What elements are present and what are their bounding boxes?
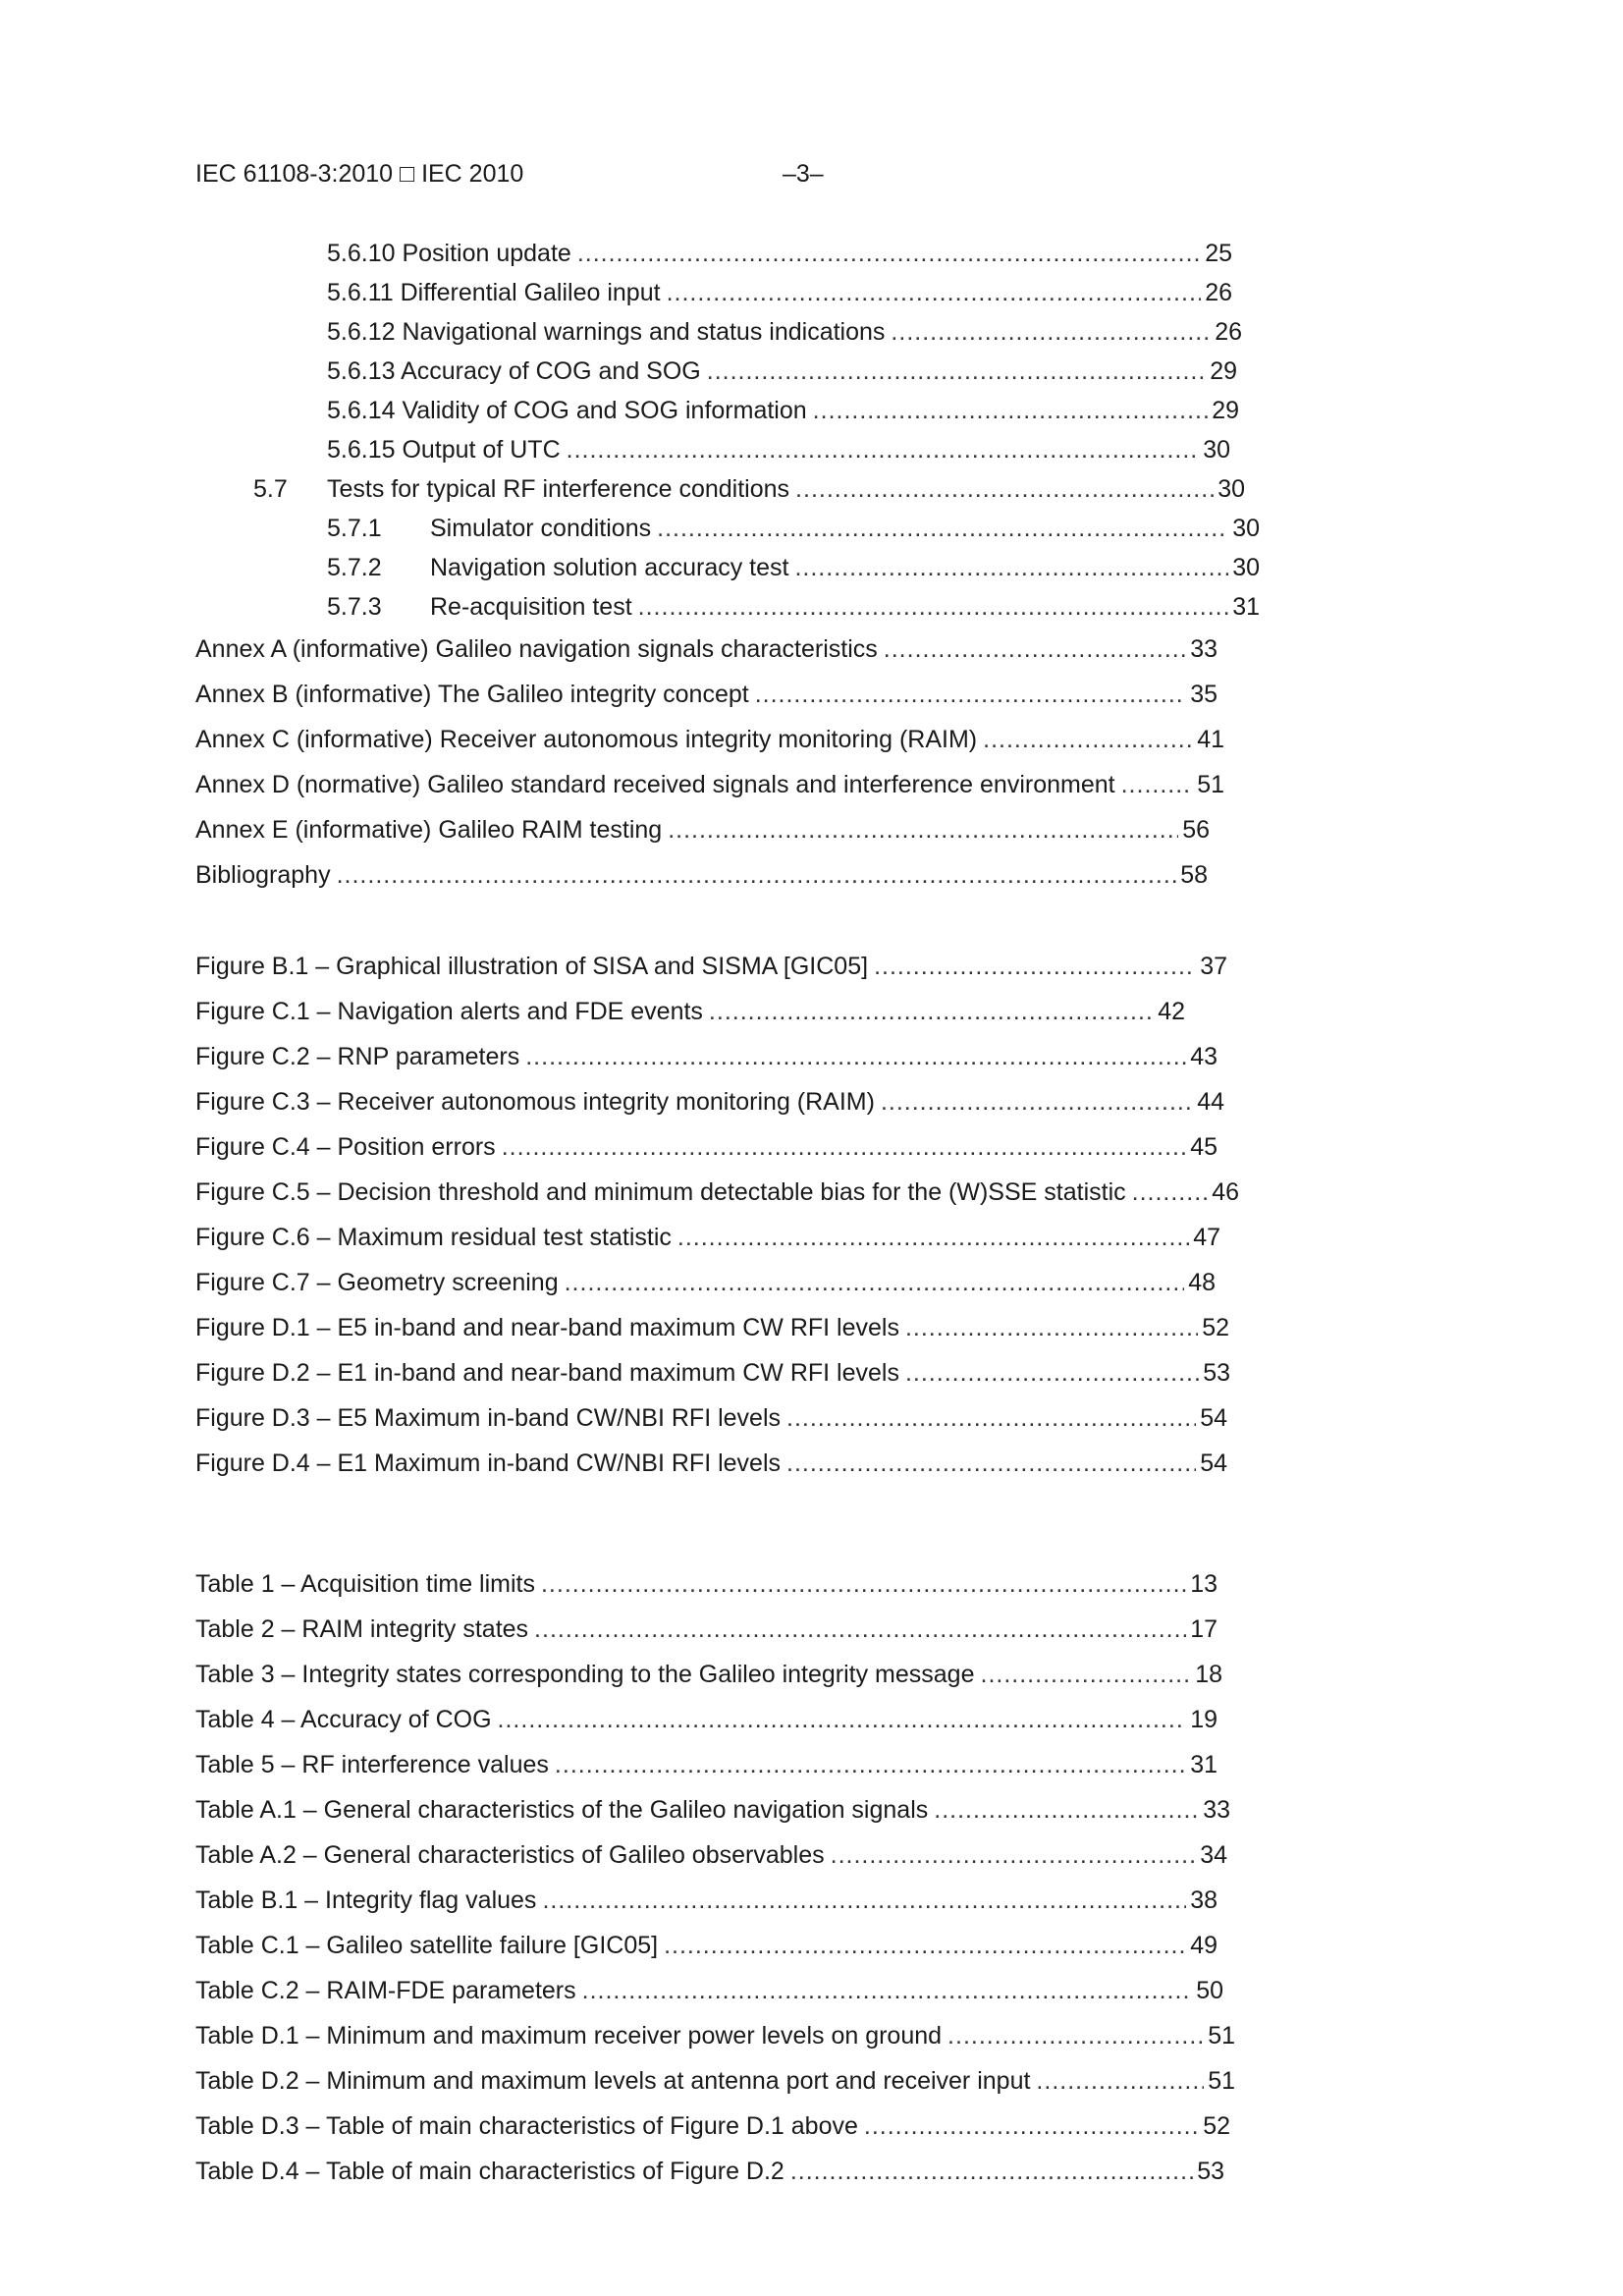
toc-entry[interactable] xyxy=(195,633,1217,665)
toc-entry-leader-dots xyxy=(657,513,1228,544)
figures-entry-title: Figure C.6 – Maximum residual test statistic xyxy=(195,1224,672,1251)
tables-entry[interactable] xyxy=(195,1704,1217,1735)
tables-entry-title: Table 1 – Acquisition time limits xyxy=(195,1570,535,1598)
toc-entry-title: Annex A (informative) Galileo navigation signals characteristics xyxy=(195,635,878,663)
toc-entry-page: 31 xyxy=(1232,593,1260,621)
tables-entry-title: Table D.2 – Minimum and maximum levels at antenna port and receiver input xyxy=(195,2067,1031,2095)
toc-entry-leader-dots xyxy=(567,434,1200,465)
tables-entry-page: 19 xyxy=(1190,1706,1217,1733)
figures-entry-title: Figure D.3 – E5 Maximum in-band CW/NBI RFI levels xyxy=(195,1404,782,1432)
toc-entry-title: Annex E (informative) Galileo RAIM testing xyxy=(195,816,663,844)
tables-entry-page: 34 xyxy=(1200,1841,1227,1869)
tables-entry-title: Table 4 – Accuracy of COG xyxy=(195,1706,492,1733)
tables-entry[interactable] xyxy=(195,1613,1217,1645)
tables-entry-page: 18 xyxy=(1195,1661,1222,1688)
toc-entry-title: 5.6.12 Navigational warnings and status indications xyxy=(327,318,886,346)
tables-entry[interactable] xyxy=(195,2156,1224,2187)
tables-entry-title: Table B.1 – Integrity flag values xyxy=(195,1886,537,1914)
tables-entry-leader-dots xyxy=(790,2156,1193,2187)
tables-entry-title: Table A.1 – General characteristics of the Galileo navigation signals xyxy=(195,1796,929,1824)
figures-entry-page: 45 xyxy=(1190,1133,1217,1161)
toc-entry-page: 30 xyxy=(1217,475,1245,503)
toc-entry-title: 5.6.13 Accuracy of COG and SOG xyxy=(327,357,701,385)
toc-entry[interactable] xyxy=(195,814,1210,846)
figures-entry-title: Figure D.2 – E1 in-band and near-band maximum CW RFI levels xyxy=(195,1359,899,1387)
page-number: –3– xyxy=(783,160,824,188)
figures-entry-leader-dots xyxy=(677,1222,1189,1253)
toc-entry-number: 5.7.2 xyxy=(327,554,382,581)
tables-entry[interactable] xyxy=(195,1885,1217,1916)
toc-entry-title: Annex B (informative) The Galileo integrity concept xyxy=(195,681,749,708)
toc-entry-title: Bibliography xyxy=(195,861,331,889)
tables-entry-title: Table D.1 – Minimum and maximum receiver power levels on ground xyxy=(195,2022,943,2050)
toc-entry-leader-dots xyxy=(337,859,1177,891)
figures-entry-page: 37 xyxy=(1200,953,1227,980)
toc-entry-page: 26 xyxy=(1205,279,1232,306)
toc-entry-page: 29 xyxy=(1212,397,1239,424)
tables-entry-title: Table 2 – RAIM integrity states xyxy=(195,1615,529,1643)
figures-entry-leader-dots xyxy=(565,1267,1185,1298)
toc-entry[interactable] xyxy=(327,591,1260,623)
tables-entry-leader-dots xyxy=(534,1613,1186,1645)
toc-entry[interactable] xyxy=(327,238,1232,269)
tables-entry-leader-dots xyxy=(664,1930,1186,1961)
toc-entry[interactable] xyxy=(195,859,1208,891)
tables-entry-page: 38 xyxy=(1190,1886,1217,1914)
figures-entry-title: Figure C.2 – RNP parameters xyxy=(195,1043,520,1070)
figures-entry-title: Figure C.4 – Position errors xyxy=(195,1133,496,1161)
toc-entry-page: 25 xyxy=(1205,240,1232,267)
toc-entry[interactable] xyxy=(195,724,1224,755)
toc-entry-page: 30 xyxy=(1232,554,1260,581)
toc-entry-page: 26 xyxy=(1215,318,1242,346)
tables-entry-page: 51 xyxy=(1208,2067,1235,2095)
tables-entry-title: Table D.4 – Table of main characteristics of Figure D.2 xyxy=(195,2158,784,2185)
tables-entry-title: Table 5 – RF interference values xyxy=(195,1751,549,1778)
tables-entry[interactable] xyxy=(195,2065,1235,2097)
toc-entry-page: 30 xyxy=(1232,515,1260,542)
figures-entry[interactable] xyxy=(195,1131,1217,1163)
tables-entry-leader-dots xyxy=(864,2110,1199,2142)
figures-entry-leader-dots xyxy=(786,1448,1196,1479)
figures-entry[interactable] xyxy=(195,1176,1239,1208)
toc-entry-page: 56 xyxy=(1182,816,1210,844)
figures-entry[interactable] xyxy=(195,1041,1217,1072)
figures-entry-title: Figure C.5 – Decision threshold and minimum detectable bias for the (W)SSE statistic xyxy=(195,1178,1126,1206)
tables-entry-page: 51 xyxy=(1208,2022,1235,2050)
figures-entry-leader-dots xyxy=(786,1402,1196,1434)
tables-entry[interactable] xyxy=(195,1794,1230,1826)
toc-entry[interactable] xyxy=(327,355,1237,387)
figures-entry-title: Figure C.1 – Navigation alerts and FDE events xyxy=(195,998,703,1025)
figures-entry-leader-dots xyxy=(874,951,1196,982)
figures-entry-leader-dots xyxy=(709,996,1154,1027)
tables-entry-title: Table A.2 – General characteristics of Galileo observables xyxy=(195,1841,825,1869)
figures-entry-page: 52 xyxy=(1202,1314,1229,1341)
toc-entry[interactable] xyxy=(327,316,1242,348)
tables-entry-leader-dots xyxy=(934,1794,1199,1826)
toc-entry-page: 29 xyxy=(1210,357,1237,385)
toc-entry[interactable] xyxy=(327,434,1230,465)
tables-entry-leader-dots xyxy=(981,1659,1192,1690)
toc-entry-title: 5.6.15 Output of UTC xyxy=(327,436,561,464)
figures-entry-title: Figure B.1 – Graphical illustration of SISA and SISMA [GIC05] xyxy=(195,953,869,980)
toc-entry-leader-dots xyxy=(638,591,1229,623)
tables-entry-title: Table C.2 – RAIM-FDE parameters xyxy=(195,1977,576,2004)
toc-entry[interactable] xyxy=(253,473,1245,505)
tables-entry-leader-dots xyxy=(582,1975,1193,2006)
figures-entry-title: Figure D.4 – E1 Maximum in-band CW/NBI RFI levels xyxy=(195,1449,782,1477)
toc-entry-leader-dots xyxy=(794,552,1228,583)
tables-entry-page: 53 xyxy=(1197,2158,1224,2185)
toc-entry-number: 5.7.3 xyxy=(327,593,382,621)
toc-entry-leader-dots xyxy=(707,355,1206,387)
toc-entry-page: 51 xyxy=(1197,771,1224,798)
figures-entry-leader-dots xyxy=(905,1357,1199,1389)
tables-entry-title: Table D.3 – Table of main characteristics of Figure D.1 above xyxy=(195,2112,858,2140)
figures-entry-leader-dots xyxy=(1132,1176,1209,1208)
tables-entry[interactable] xyxy=(195,1568,1217,1600)
figures-entry-title: Figure C.7 – Geometry screening xyxy=(195,1269,559,1296)
tables-entry-page: 17 xyxy=(1190,1615,1217,1643)
tables-entry-page: 13 xyxy=(1190,1570,1217,1598)
figures-entry-page: 44 xyxy=(1197,1088,1224,1116)
tables-entry-page: 31 xyxy=(1190,1751,1217,1778)
figures-entry-page: 46 xyxy=(1212,1178,1239,1206)
tables-entry[interactable] xyxy=(195,2020,1235,2051)
toc-entry-title: Annex D (normative) Galileo standard received signals and interference environment xyxy=(195,771,1115,798)
figures-entry[interactable] xyxy=(195,951,1227,982)
tables-entry-page: 52 xyxy=(1203,2112,1230,2140)
toc-entry-leader-dots xyxy=(755,679,1186,710)
toc-entry-leader-dots xyxy=(884,633,1186,665)
figures-entry-page: 54 xyxy=(1200,1449,1227,1477)
figures-entry[interactable] xyxy=(195,1448,1227,1479)
tables-entry-page: 33 xyxy=(1203,1796,1230,1824)
figures-entry-title: Figure C.3 – Receiver autonomous integrity monitoring (RAIM) xyxy=(195,1088,875,1116)
figures-entry-leader-dots xyxy=(905,1312,1198,1343)
tables-entry-leader-dots xyxy=(555,1749,1186,1780)
toc-entry-number: 5.7.1 xyxy=(327,515,382,542)
figures-entry-page: 48 xyxy=(1188,1269,1216,1296)
figures-entry-page: 43 xyxy=(1190,1043,1217,1070)
toc-entry-title: Navigation solution accuracy test xyxy=(430,554,789,581)
toc-entry-leader-dots xyxy=(813,395,1209,426)
figures-entry[interactable] xyxy=(195,1086,1224,1118)
toc-entry[interactable] xyxy=(195,679,1217,710)
toc-entry-leader-dots xyxy=(667,277,1202,308)
tables-entry-leader-dots xyxy=(542,1885,1186,1916)
tables-entry[interactable] xyxy=(195,1839,1227,1871)
tables-entry-leader-dots xyxy=(541,1568,1186,1600)
toc-entry-leader-dots xyxy=(1121,769,1194,800)
figures-entry-title: Figure D.1 – E5 in-band and near-band maximum CW RFI levels xyxy=(195,1314,899,1341)
tables-entry-leader-dots xyxy=(1036,2065,1204,2097)
figures-entry-page: 54 xyxy=(1200,1404,1227,1432)
figures-entry[interactable] xyxy=(195,1402,1227,1434)
toc-entry-leader-dots xyxy=(668,814,1178,846)
toc-entry[interactable] xyxy=(195,769,1224,800)
tables-entry-page: 50 xyxy=(1196,1977,1223,2004)
figures-entry[interactable] xyxy=(195,1357,1230,1389)
toc-entry-page: 30 xyxy=(1203,436,1230,464)
toc-entry-title: 5.6.10 Position update xyxy=(327,240,571,267)
tables-entry-leader-dots xyxy=(831,1839,1197,1871)
figures-entry-leader-dots xyxy=(525,1041,1186,1072)
toc-entry-title: Tests for typical RF interference conditions xyxy=(327,475,790,503)
toc-entry[interactable] xyxy=(327,395,1239,426)
tables-entry[interactable] xyxy=(195,1749,1217,1780)
toc-entry-leader-dots xyxy=(891,316,1211,348)
toc-entry-title: Simulator conditions xyxy=(430,515,652,542)
figures-entry-page: 42 xyxy=(1158,998,1185,1025)
tables-entry[interactable] xyxy=(195,1975,1223,2006)
toc-entry-title: Re-acquisition test xyxy=(430,593,632,621)
document-header-id: IEC 61108-3:2010 □ IEC 2010 xyxy=(195,160,524,188)
tables-entry[interactable] xyxy=(195,1659,1222,1690)
toc-entry-title: 5.6.11 Differential Galileo input xyxy=(327,279,661,306)
figures-entry[interactable] xyxy=(195,1312,1229,1343)
toc-entry[interactable] xyxy=(327,552,1260,583)
figures-entry-leader-dots xyxy=(881,1086,1193,1118)
toc-entry-title: Annex C (informative) Receiver autonomous integrity monitoring (RAIM) xyxy=(195,726,978,753)
toc-entry-leader-dots xyxy=(795,473,1214,505)
figures-entry-leader-dots xyxy=(502,1131,1187,1163)
toc-entry-leader-dots xyxy=(577,238,1201,269)
tables-entry-leader-dots xyxy=(947,2020,1204,2051)
figures-entry-page: 47 xyxy=(1193,1224,1220,1251)
toc-entry-number: 5.7 xyxy=(253,475,288,503)
tables-entry-title: Table C.1 – Galileo satellite failure [GIC05] xyxy=(195,1932,659,1959)
toc-entry[interactable] xyxy=(327,277,1232,308)
figures-entry[interactable] xyxy=(195,1222,1220,1253)
toc-entry-leader-dots xyxy=(983,724,1193,755)
toc-entry[interactable] xyxy=(327,513,1260,544)
toc-entry-page: 33 xyxy=(1190,635,1217,663)
toc-entry-page: 58 xyxy=(1180,861,1208,889)
toc-entry-page: 41 xyxy=(1197,726,1224,753)
toc-entry-page: 35 xyxy=(1190,681,1217,708)
figures-entry[interactable] xyxy=(195,1267,1216,1298)
tables-entry-leader-dots xyxy=(498,1704,1187,1735)
tables-entry-page: 49 xyxy=(1190,1932,1217,1959)
toc-entry-title: 5.6.14 Validity of COG and SOG information xyxy=(327,397,807,424)
tables-entry-title: Table 3 – Integrity states corresponding to the Galileo integrity message xyxy=(195,1661,975,1688)
tables-entry[interactable] xyxy=(195,1930,1217,1961)
figures-entry[interactable] xyxy=(195,996,1185,1027)
tables-entry[interactable] xyxy=(195,2110,1230,2142)
figures-entry-page: 53 xyxy=(1203,1359,1230,1387)
